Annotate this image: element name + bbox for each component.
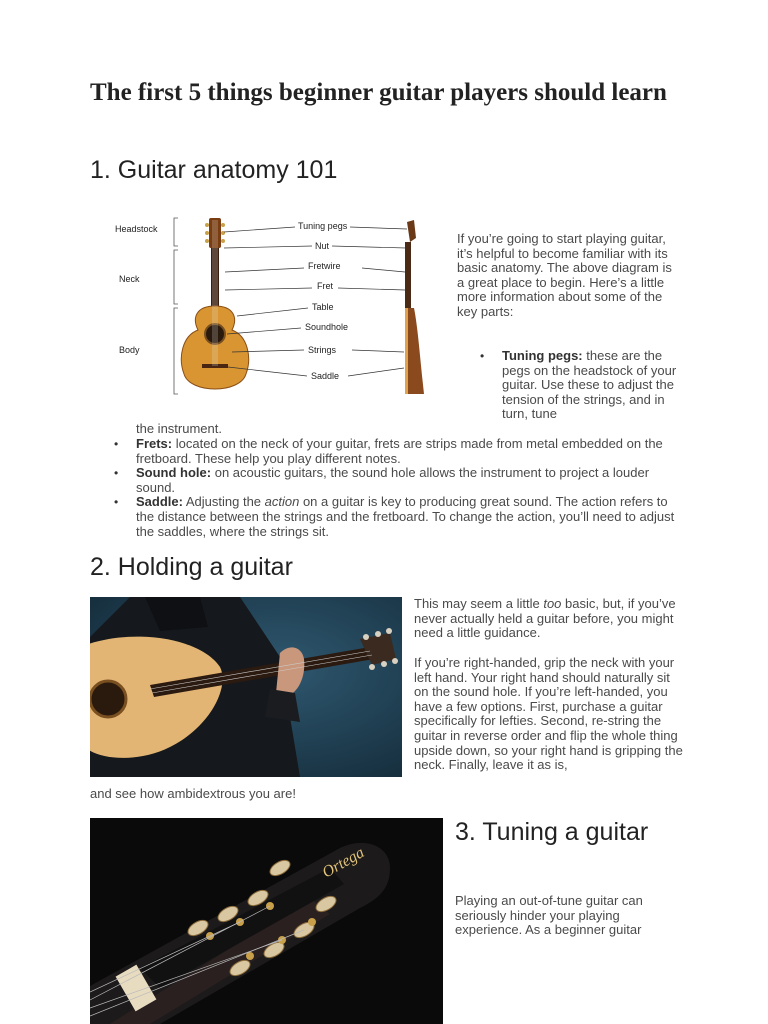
term-frets: Frets: bbox=[136, 436, 173, 451]
bullet-icon: • bbox=[114, 466, 119, 481]
term-tuning-pegs: Tuning pegs: bbox=[502, 348, 583, 363]
diagram-label-body: Body bbox=[119, 345, 140, 355]
bullet-icon: • bbox=[114, 437, 119, 451]
bullet-icon: • bbox=[114, 495, 119, 510]
desc-saddle-em: action bbox=[264, 494, 300, 510]
anatomy-bullet-list bbox=[114, 436, 684, 539]
list-item bbox=[114, 436, 684, 466]
guitar-headstock-photo bbox=[90, 818, 443, 1024]
desc-frets: located on the neck of your guitar, frets are strips made from metal embedded on the fretboard. These help you play different notes. bbox=[136, 436, 663, 466]
list-item bbox=[114, 494, 684, 539]
holding-intro-text bbox=[414, 597, 686, 641]
diagram-label-tuning-pegs: Tuning pegs bbox=[298, 221, 348, 231]
desc-saddle-pre: Adjusting the bbox=[182, 494, 265, 510]
diagram-label-fret: Fret bbox=[317, 281, 334, 291]
anatomy-bullet-list-top bbox=[480, 348, 680, 422]
diagram-label-fretwire: Fretwire bbox=[308, 261, 341, 271]
diagram-label-strings: Strings bbox=[308, 345, 337, 355]
bullet-icon: • bbox=[480, 349, 485, 363]
diagram-label-soundhole: Soundhole bbox=[305, 322, 349, 332]
section-heading-anatomy: 1. Guitar anatomy 101 bbox=[90, 156, 338, 184]
diagram-label-table: Table bbox=[312, 302, 334, 312]
holding-guitar-photo bbox=[90, 597, 402, 777]
holding-intro-post: basic, but, if you’ve never actually held a guitar before, you might need a little guidance. bbox=[414, 596, 676, 641]
desc-saddle-post: on a guitar is key to producing great sound. The action refers to the distance between the strings and the fretboard. To change the action, you’ll need to adjust the saddles, where the strings sit. bbox=[136, 494, 675, 539]
brand-logo-text: Ortega bbox=[319, 844, 368, 882]
holding-intro-pre: This may seem a little bbox=[414, 596, 544, 611]
section-heading-holding: 2. Holding a guitar bbox=[90, 553, 293, 581]
desc-tuning-pegs: these are the pegs on the headstock of your guitar. Use these to adjust the tension of the strings, and in turn, tune bbox=[502, 348, 677, 422]
tuning-pegs-continuation: the instrument. bbox=[136, 421, 222, 436]
diagram-label-neck: Neck bbox=[119, 274, 140, 284]
tuning-intro-text: Playing an out-of-tune guitar can seriously hinder your playing experience. As a beginner guitar bbox=[455, 893, 643, 938]
anatomy-intro-text: If you’re going to start playing guitar, it’s helpful to become familiar with its basic anatomy. The above diagram is a great place to begin. Here’s a little more information about some of the key parts: bbox=[457, 231, 672, 319]
diagram-label-saddle: Saddle bbox=[311, 371, 340, 381]
guitar-anatomy-diagram bbox=[112, 208, 442, 406]
term-saddle: Saddle: bbox=[136, 494, 183, 510]
diagram-label-headstock: Headstock bbox=[115, 224, 158, 234]
list-item bbox=[114, 465, 684, 495]
diagram-label-nut: Nut bbox=[315, 241, 330, 251]
section-heading-tuning: 3. Tuning a guitar bbox=[455, 818, 649, 846]
holding-intro-em: too bbox=[543, 596, 562, 611]
guitar-side-illustration bbox=[405, 220, 424, 394]
guitar-front-illustration bbox=[181, 218, 248, 389]
holding-instructions-text: If you’re right-handed, grip the neck with your left hand. Your right hand should naturally sit on the sound hole. If you’re left-handed, you have a few options. First, purchase a guitar specifically for lefties. Second, re-string the guitar in reverse order and flip the whole thing upside down, so your right hand is gripping the neck. Finally, leave it as is, bbox=[414, 655, 683, 773]
list-item bbox=[480, 348, 680, 422]
page-title: The first 5 things beginner guitar players should learn bbox=[90, 79, 667, 106]
holding-instructions-tail: and see how ambidextrous you are! bbox=[90, 786, 296, 801]
diagram-brackets bbox=[174, 218, 178, 394]
term-sound-hole: Sound hole: bbox=[136, 465, 212, 481]
desc-sound-hole: on acoustic guitars, the sound hole allows the instrument to project a louder sound. bbox=[136, 465, 650, 495]
